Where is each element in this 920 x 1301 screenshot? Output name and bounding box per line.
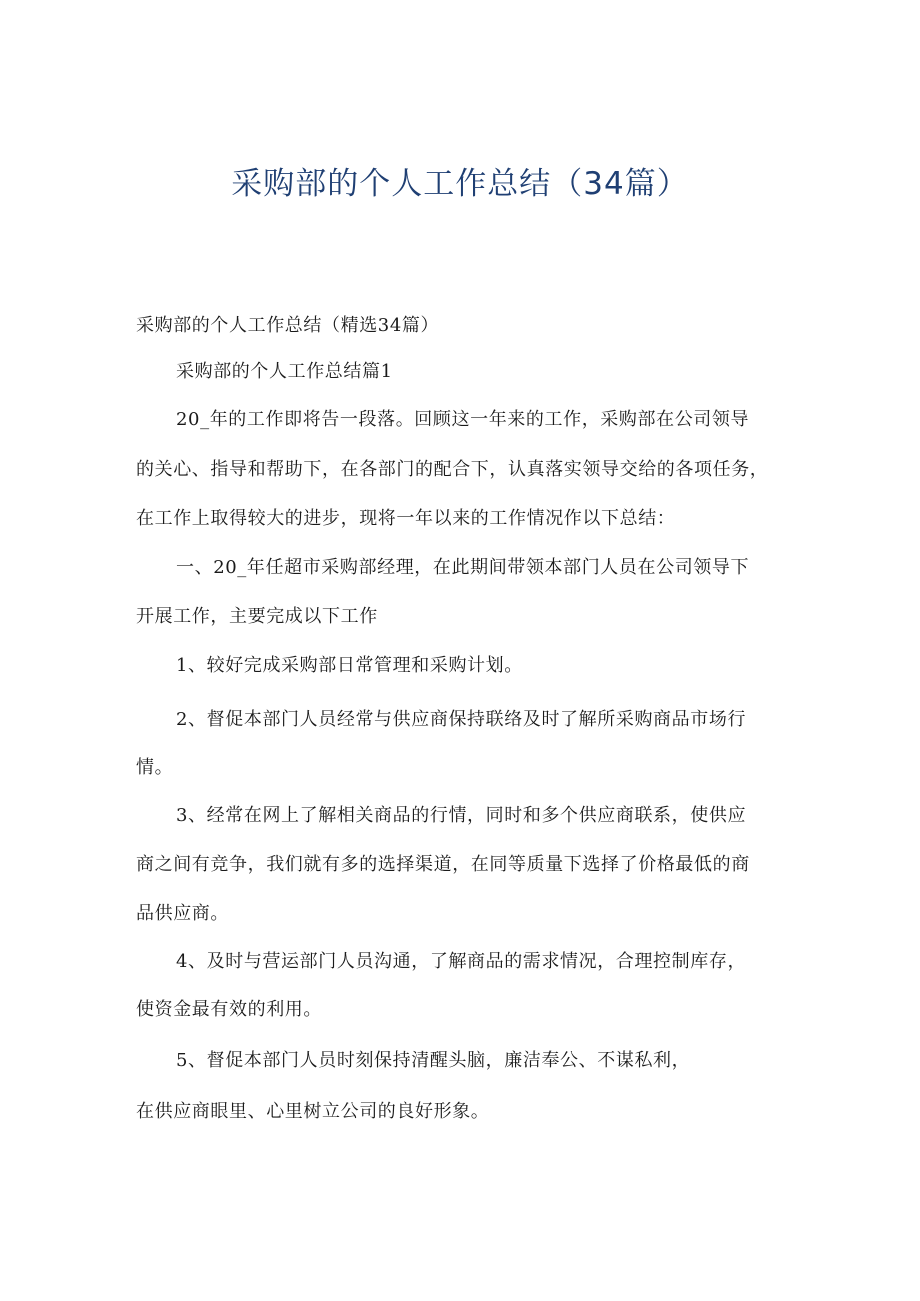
paragraph-line: 开展工作，主要完成以下工作 [136, 606, 378, 627]
paragraph-line: 品供应商。 [136, 903, 229, 924]
list-item: 4、及时与营运部门人员沟通，了解商品的需求情况，合理控制库存， [176, 951, 747, 972]
paragraph-line: 情。 [136, 757, 174, 778]
paragraph-line: 一、20_年任超市采购部经理，在此期间带领本部门人员在公司领导下 [176, 557, 750, 578]
paragraph-line: 使资金最有效的利用。 [136, 999, 322, 1020]
subtitle-line: 采购部的个人工作总结（精选34篇） [136, 315, 440, 336]
document-title: 采购部的个人工作总结（34篇） [231, 166, 689, 202]
paragraph-line: 商之间有竞争，我们就有多的选择渠道，在同等质量下选择了价格最低的商 [136, 854, 750, 875]
list-item: 2、督促本部门人员经常与供应商保持联络及时了解所采购商品市场行 [176, 709, 747, 730]
paragraph-line: 在工作上取得较大的进步，现将一年以来的工作情况作以下总结： [136, 508, 676, 529]
paragraph-line: 20_年的工作即将告一段落。回顾这一年来的工作，采购部在公司领导 [176, 409, 750, 430]
list-item: 5、督促本部门人员时刻保持清醒头脑，廉洁奉公、不谋私利， [176, 1050, 691, 1071]
paragraph-line: 在供应商眼里、心里树立公司的良好形象。 [136, 1101, 490, 1122]
paragraph-line: 的关心、指导和帮助下，在各部门的配合下，认真落实领导交给的各项任务， [136, 459, 769, 480]
list-item: 1、较好完成采购部日常管理和采购计划。 [176, 655, 523, 676]
section-heading: 采购部的个人工作总结篇1 [176, 361, 393, 382]
list-item: 3、经常在网上了解相关商品的行情，同时和多个供应商联系，使供应 [176, 805, 747, 826]
